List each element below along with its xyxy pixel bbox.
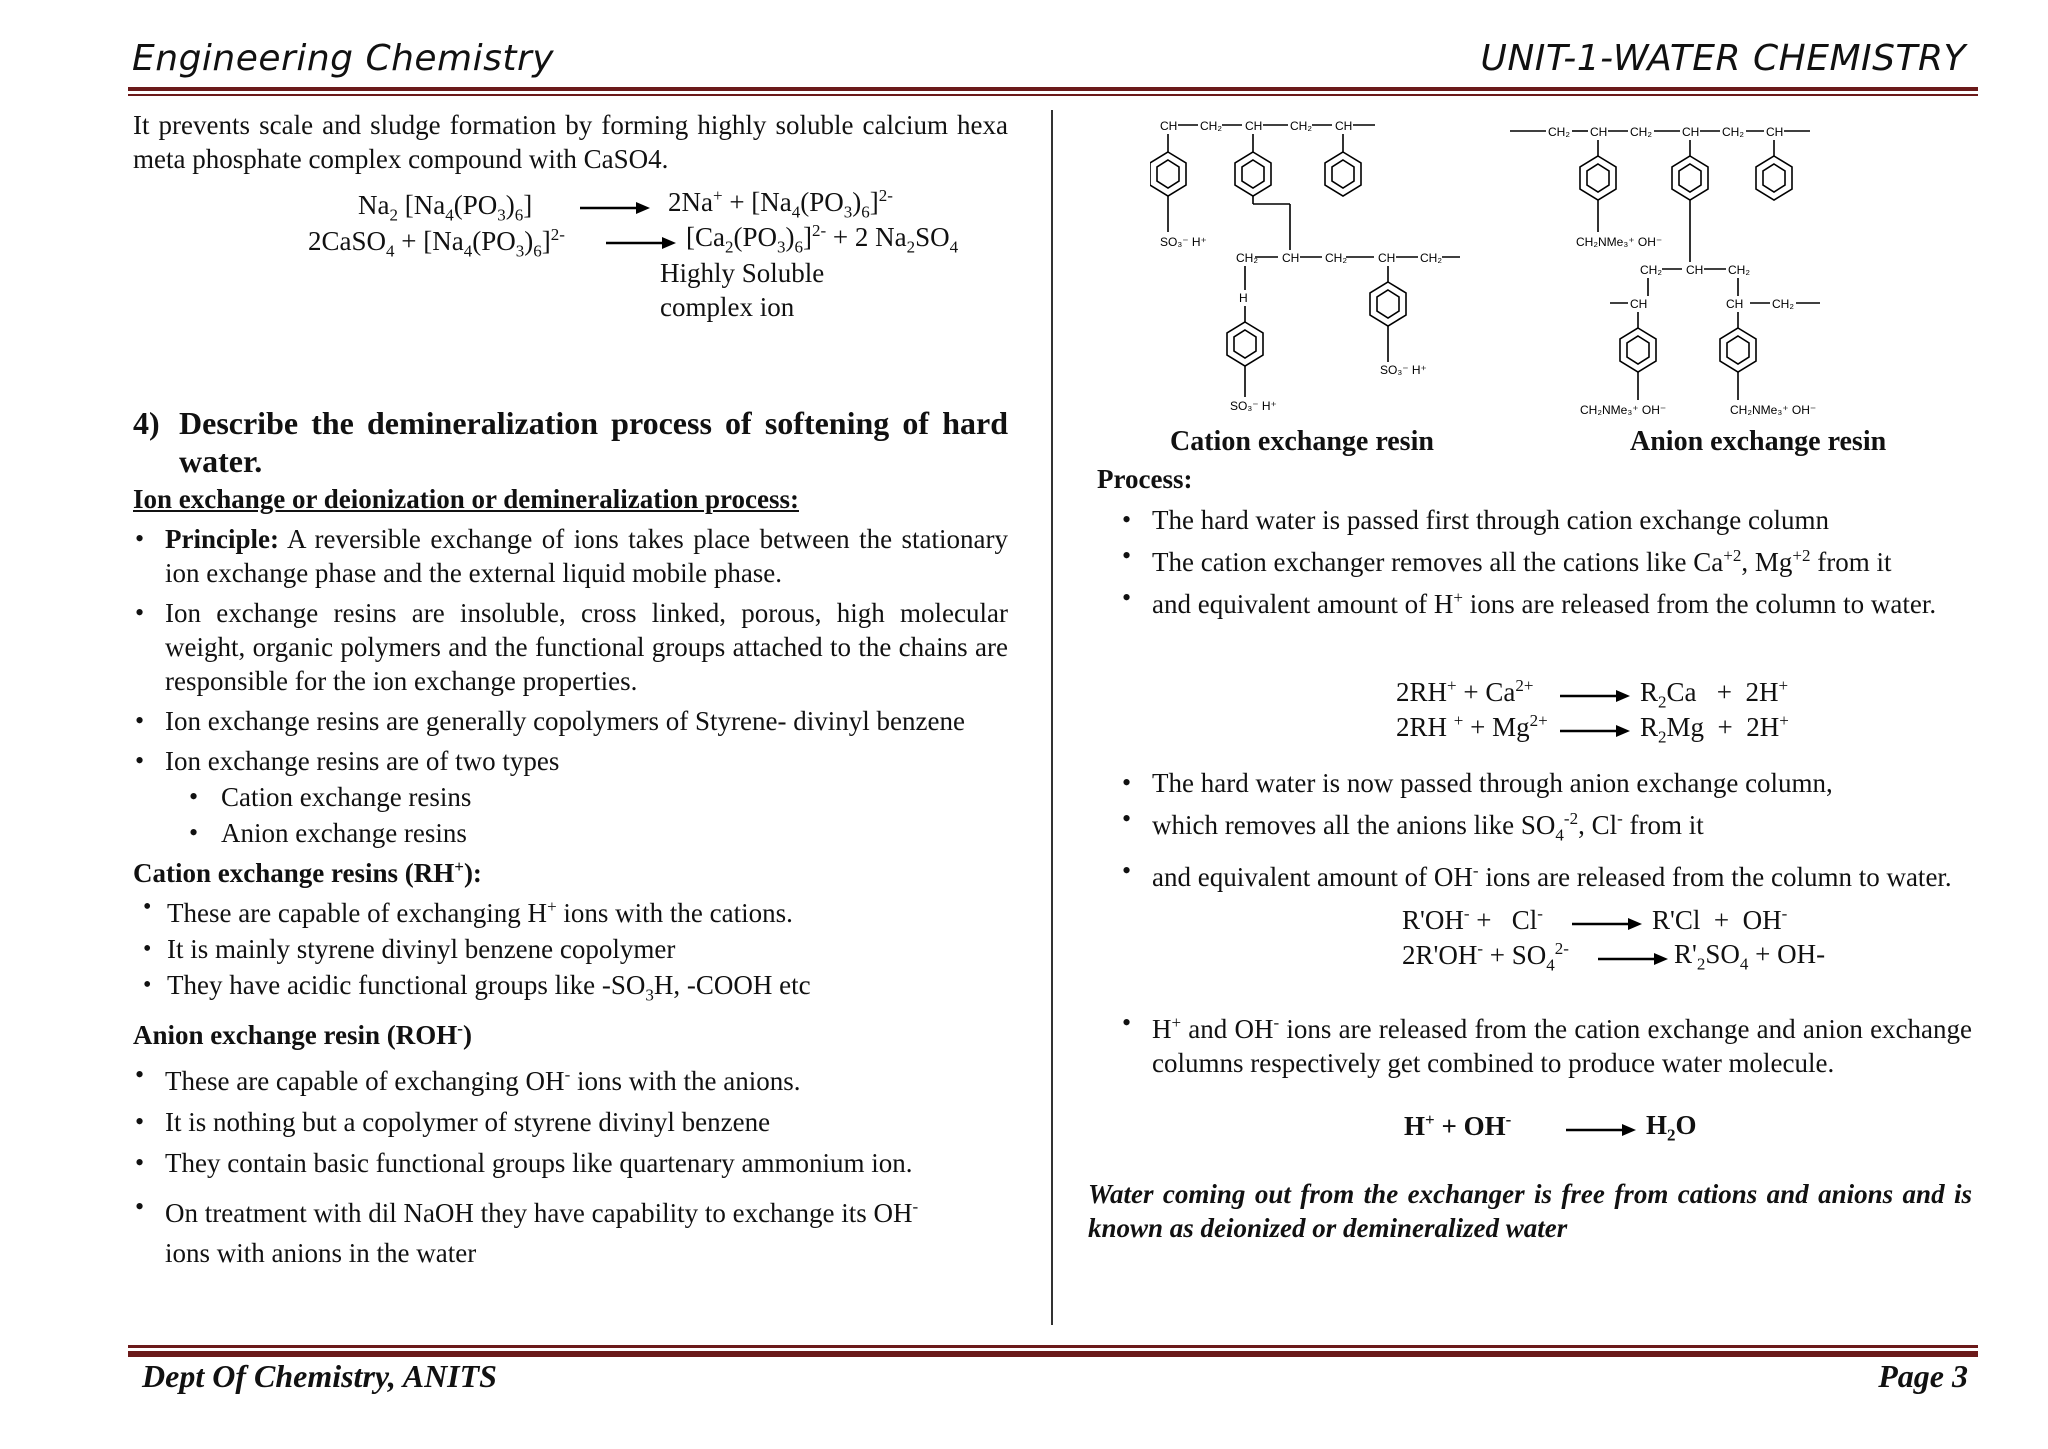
svg-text:CH: CH <box>1335 119 1353 133</box>
list-item: • These are capable of exchanging H+ ions with the cations. <box>133 890 1008 930</box>
cation-item-text: They have acidic functional groups like -SO <box>167 970 646 1000</box>
process-text: ions are released from the column to water. <box>1478 862 1952 893</box>
anion-resin-structure <box>1510 112 1910 422</box>
process-text: ions are released from the column to water. <box>1463 589 1937 619</box>
anion-heading-text: Anion exchange resin (ROH <box>133 1020 458 1051</box>
anion-item-text: ions with the anions. <box>570 1066 801 1097</box>
equation-2-lhs: 2CaSO$_4$ + $[Na_4(PO_3)_6]^{2-}$ <box>308 225 565 261</box>
arrow-icon <box>1560 688 1630 704</box>
cation-heading: Cation exchange resins (RH+): <box>133 857 482 888</box>
process-label: Process: <box>1097 464 1193 494</box>
process-list <box>1120 503 1972 621</box>
list-item: • On treatment with dil NaOH they have capability to exchange its OH- ions with anions in the water <box>133 1187 1008 1273</box>
footer-rule-thin <box>128 1345 1978 1348</box>
svg-text:CH₂: CH₂ <box>1420 251 1442 265</box>
svg-text:CH: CH <box>1686 263 1704 277</box>
anion-eq-1-rhs: R'Cl + OH- <box>1652 904 1788 935</box>
process-text: which removes all the anions like SO <box>1152 810 1556 840</box>
anion-item-text: ions with anions in the water <box>165 1238 477 1269</box>
svg-text:CH: CH <box>1630 297 1648 311</box>
cation-resin-structure <box>1150 112 1520 422</box>
process-text: from it <box>1622 810 1704 840</box>
process-text: and equivalent amount of H <box>1152 589 1454 619</box>
svg-text:CH: CH <box>1245 119 1263 133</box>
process-text: , Mg <box>1741 547 1793 577</box>
anion-item-text: These are capable of exchanging OH <box>165 1066 565 1097</box>
page-number: Page 3 <box>1878 1358 1968 1394</box>
svg-text:CH: CH <box>1160 119 1178 133</box>
left-section <box>133 404 1008 1273</box>
process-subheading: Ion exchange or deionization or demineralization process: <box>133 484 799 514</box>
cation-eq-2-rhs: $R_2Mg + 2H^+$ <box>1640 711 1789 747</box>
cation-eq-1-rhs: $R_2Ca + 2H^+$ <box>1640 676 1789 712</box>
right-column <box>1097 462 1972 496</box>
process-text: The cation exchanger removes all the cations like Ca <box>1152 547 1724 577</box>
list-item: • and equivalent amount of H+ ions are released from the column to water. <box>1120 581 1972 621</box>
list-item: • Ion exchange resins are of two types <box>133 744 1008 778</box>
water-eq-rhs: $H_2O$ <box>1646 1110 1697 1145</box>
cation-item-text: ions with the cations. <box>556 898 793 928</box>
process-text: from it <box>1810 547 1892 577</box>
svg-text:CH₂: CH₂ <box>1236 251 1258 265</box>
list-item: • and equivalent amount of OH- ions are released from the column to water. <box>1120 854 1972 894</box>
list-item: • These are capable of exchanging OH- ions with the anions. <box>133 1058 1008 1098</box>
svg-text:CH₂: CH₂ <box>1640 263 1662 277</box>
equation-1-rhs: $2Na^+ + [Na_4(PO_3)_6]^{2-}$ <box>668 186 893 222</box>
anion-item-text: On treatment with dil NaOH they have capability to exchange its OH <box>165 1198 913 1229</box>
svg-text:CH: CH <box>1590 125 1608 139</box>
svg-text:CH: CH <box>1682 125 1700 139</box>
list-item: • Ion exchange resins are insoluble, cross linked, porous, high molecular weight, organic polymers and the functional groups attached to the chains are responsible for the ion exchange properties. <box>133 596 1008 698</box>
svg-text:CH₂: CH₂ <box>1772 297 1794 311</box>
equation-1-lhs: $Na_2$ $[Na_4(PO_3)_6]$ <box>358 190 533 225</box>
svg-text:CH₂: CH₂ <box>1548 125 1570 139</box>
question-heading <box>133 404 1008 480</box>
svg-text:CH₂NMe₃⁺ OH⁻: CH₂NMe₃⁺ OH⁻ <box>1730 403 1817 417</box>
cation-heading-text: Cation exchange resins (RH <box>133 858 455 888</box>
process-text: and equivalent amount of OH <box>1152 862 1473 893</box>
svg-text:CH₂: CH₂ <box>1722 125 1744 139</box>
conclusion-block <box>1088 1177 1972 1245</box>
footer-rule <box>128 1351 1978 1357</box>
header-rule <box>128 87 1978 91</box>
left-column <box>133 108 1008 176</box>
cation-item-text: H, -COOH etc <box>653 970 811 1000</box>
list-item: • The hard water is now passed through anion exchange column, <box>1120 766 1972 800</box>
svg-text:CH₂NMe₃⁺ OH⁻: CH₂NMe₃⁺ OH⁻ <box>1576 235 1663 249</box>
anion-resin-caption: Anion exchange resin <box>1630 426 1887 457</box>
svg-text:SO₃⁻ H⁺: SO₃⁻ H⁺ <box>1160 235 1207 249</box>
svg-text:CH: CH <box>1378 251 1396 265</box>
svg-text:CH: CH <box>1726 297 1744 311</box>
header-unit: UNIT-1-WATER CHEMISTRY <box>1480 38 1966 79</box>
arrow-icon <box>1572 916 1642 932</box>
principle-label: Principle: <box>165 524 279 554</box>
svg-text:H: H <box>1239 291 1248 305</box>
arrow-icon <box>580 200 650 216</box>
svg-text:SO₃⁻ H⁺: SO₃⁻ H⁺ <box>1380 363 1427 377</box>
sub-list-item: • Anion exchange resins <box>133 816 1008 850</box>
arrow-icon <box>1598 951 1668 967</box>
footer-dept: Dept Of Chemistry, ANITS <box>142 1358 497 1394</box>
process-text: , Cl <box>1578 810 1618 840</box>
conclusion-text: Water coming out from the exchanger is free from cations and anions and is known as deionized or demineralized water <box>1088 1179 1972 1243</box>
process-text: and OH <box>1181 1014 1274 1044</box>
list-item: • which removes all the anions like $SO_4^{-2}$, Cl- from it <box>1120 802 1972 852</box>
svg-text:CH₂: CH₂ <box>1630 125 1652 139</box>
anion-process-list <box>1120 766 1972 894</box>
question-number: 4) <box>133 405 160 441</box>
svg-text:CH₂: CH₂ <box>1325 251 1347 265</box>
list-item: • Ion exchange resins are generally copolymers of Styrene- divinyl benzene <box>133 704 1008 738</box>
svg-text:CH₂NMe₃⁺ OH⁻: CH₂NMe₃⁺ OH⁻ <box>1580 403 1667 417</box>
water-eq-lhs: H+ + OH- <box>1404 1110 1512 1141</box>
list-item: • It is mainly styrene divinyl benzene copolymer <box>133 932 1008 966</box>
cation-resin-caption: Cation exchange resin <box>1170 426 1434 457</box>
list-item: • They have acidic functional groups like $-SO_3H$, -COOH etc <box>133 968 1008 1012</box>
sub-list-item: • Cation exchange resins <box>133 780 1008 814</box>
column-divider <box>1051 110 1053 1325</box>
combine-list <box>1120 1006 1972 1080</box>
intro-paragraph: It prevents scale and sludge formation by forming highly soluble calcium hexa meta phosphate complex compound with CaSO4. <box>133 110 1008 174</box>
list-item: • The cation exchanger removes all the cations like $Ca^{+2}$, $Mg^{+2}$ from it <box>1120 539 1972 579</box>
process-text: H <box>1152 1014 1172 1044</box>
header-rule-thin <box>128 94 1978 96</box>
header-title: Engineering Chemistry <box>132 38 555 79</box>
anion-heading: Anion exchange resin (ROH-) <box>133 1019 472 1051</box>
list-item: • H+ and OH- ions are released from the cation exchange and anion exchange columns respectively get combined to produce water molecule. <box>1120 1006 1972 1080</box>
anion-eq-2-rhs: $R'_2SO_4 + OH-$ <box>1674 939 1826 974</box>
arrow-icon <box>1560 723 1630 739</box>
question-text: Describe the demineralization process of softening of hard water. <box>179 405 1008 479</box>
principle-text: A reversible exchange of ions takes place between the stationary ion exchange phase and the external liquid mobile phase. <box>165 524 1008 588</box>
anion-eq-1-lhs: R'OH- + Cl- <box>1402 904 1543 935</box>
svg-text:CH: CH <box>1282 251 1300 265</box>
svg-text:CH₂: CH₂ <box>1728 263 1750 277</box>
svg-text:CH₂: CH₂ <box>1200 119 1222 133</box>
list-item: • The hard water is passed first through cation exchange column <box>1120 503 1972 537</box>
equation-note: Highly Soluble <box>660 258 825 288</box>
svg-text:CH: CH <box>1766 125 1784 139</box>
list-item: • It is nothing but a copolymer of styrene divinyl benzene <box>133 1105 1008 1139</box>
cation-eq-1-lhs: $2RH^+ + Ca^{2+}$ <box>1396 676 1534 707</box>
list-item: • They contain basic functional groups like quartenary ammonium ion. <box>133 1146 1008 1180</box>
equation-2-rhs: $[Ca_2(PO_3)_6]^{2-} + 2$ $Na_2SO_4$ <box>686 221 959 257</box>
svg-text:SO₃⁻ H⁺: SO₃⁻ H⁺ <box>1230 399 1277 413</box>
equation-note: complex ion <box>660 292 795 322</box>
arrow-icon <box>606 235 676 251</box>
anion-eq-2-lhs: $2R'OH^- + SO_4^{2-}$ <box>1402 939 1569 975</box>
list-item <box>133 522 1008 590</box>
process-text: ions are released from the cation exchange and anion exchange columns respectively get combined to produce water molecule. <box>1152 1014 1973 1078</box>
arrow-icon <box>1566 1122 1636 1138</box>
svg-text:CH₂: CH₂ <box>1290 119 1312 133</box>
cation-eq-2-lhs: 2RH $^+ + Mg^{2+}$ <box>1396 711 1548 742</box>
